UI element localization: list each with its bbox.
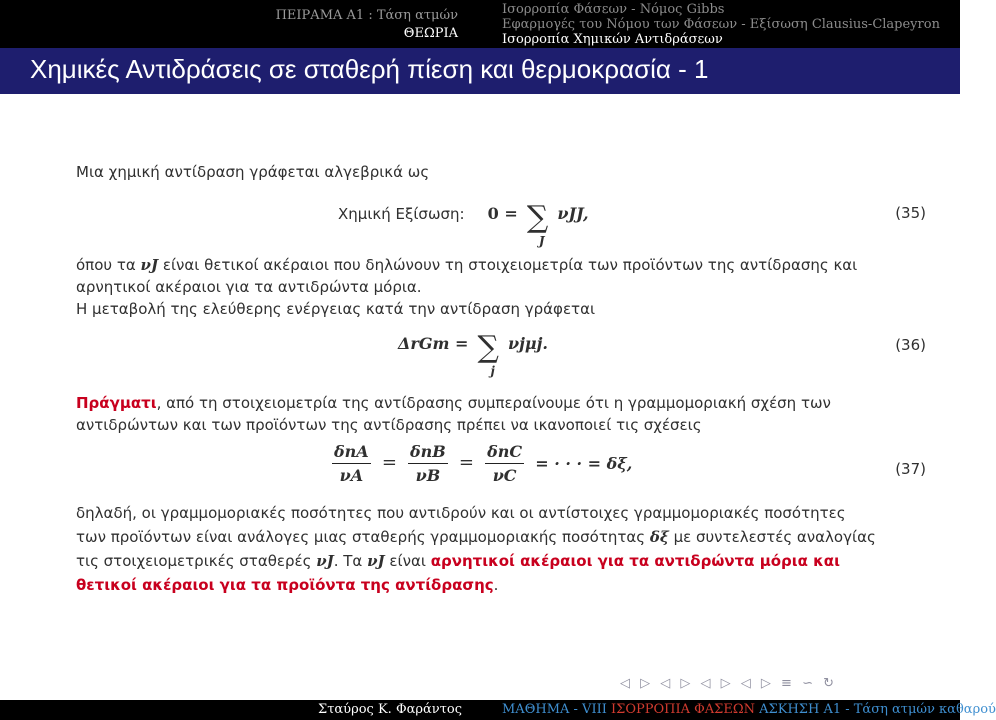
highlight-text: θετικοί ακέραιοι για τα προϊόντα της αντίδρασης — [76, 576, 494, 594]
eq37-number: (37) — [895, 460, 926, 478]
eq37-tail: = · · · = δξ, — [535, 454, 633, 473]
description-line-7: των προϊόντων είναι ανάλογες μιας σταθερής γραμμομοριακής ποσότητας δξ με συντελεστές αναλογίας — [76, 528, 876, 546]
footer-author: Σταύρος Κ. Φαράντος — [318, 702, 462, 717]
eq36-number: (36) — [895, 336, 926, 354]
footer-bar — [0, 700, 996, 720]
highlight-text: αρνητικοί ακέραιοι για τα αντιδρώντα μόρια και — [430, 552, 840, 570]
slide-title-bar — [0, 48, 960, 94]
description-line-2: αρνητικοί ακέραιοι για τα αντιδρώντα μόρια. — [76, 278, 422, 296]
eq35-number: (35) — [895, 204, 926, 222]
fraction-b: $\frac{\text{δnB}}{\nu B}$ — [410, 442, 446, 485]
header-topic-link-2[interactable]: Εφαρμογές του Νόμου των Φάσεων - Εξίσωση Clausius-Clapeyron — [502, 17, 940, 32]
description-line-1: όπου τα νJ είναι θετικοί ακέραιοι που δηλώνουν τη στοιχειομετρία των προϊόντων της αντίδρασης και — [76, 256, 858, 274]
description-line-3: Η μεταβολή της ελεύθερης ενέργειας κατά την αντίδραση γράφεται — [76, 300, 596, 318]
eq35-label: Χημική Εξίσωση: — [338, 205, 465, 223]
header-topic-link-3[interactable]: Ισορροπία Χημικών Αντιδράσεων — [502, 32, 723, 47]
fraction-c: $\frac{\text{δnC}}{\nu C}$ — [487, 442, 523, 485]
sum-symbol: ∑ J — [526, 200, 549, 248]
header-subsection-link[interactable]: ΘΕΩΡΙΑ — [403, 26, 458, 41]
intro-text: Μια χημική αντίδραση γράφεται αλγεβρικά ως — [76, 163, 430, 181]
eq36-sum-index: j — [490, 364, 495, 378]
footer-course: ΜΑΘΗΜΑ - VIII — [502, 702, 607, 717]
header-left — [0, 0, 498, 48]
fraction-a: $\frac{\text{δnA}}{\nu A}$ — [334, 442, 369, 485]
header-section-link[interactable]: ΠΕΙΡΑΜΑ Α1 : Τάση ατμών — [275, 8, 458, 23]
header-bar — [0, 0, 960, 48]
header-topic-link-1[interactable]: Ισορροπία Φάσεων - Νόμος Gibbs — [502, 2, 725, 17]
eq35-lhs: 0 = — [487, 204, 518, 223]
nu-symbol: νJ — [140, 256, 159, 274]
beamer-navigation-icons[interactable]: ◁ ▷ ◁ ▷ ◁ ▷ ◁ ▷ ≡ ∽ ↻ — [620, 676, 837, 691]
footer-left — [0, 700, 500, 720]
description-line-6: δηλαδή, οι γραμμομοριακές ποσότητες που αντιδρούν και οι αντίστοιχες γραμμομοριακές ποσότητες — [76, 504, 846, 522]
eq35-sum-index: J — [538, 234, 545, 248]
description-line-4: Πράγματι, από τη στοιχειομετρία της αντίδρασης συμπεραίνουμε ότι η γραμμομοριακή σχέση των — [76, 394, 831, 412]
eq35-term: νJJ, — [557, 204, 589, 223]
delta-xi-symbol: δξ — [649, 528, 669, 546]
equation-36 — [398, 330, 548, 378]
equation-37: $\frac{\text{δnA}}{\nu A}$ = $\frac{\text{δnB}}{\nu B}$ = $\frac{\text{δnC}}{\nu C}$ = · · · = δξ, — [334, 442, 633, 485]
footer-topic: ΙΣΟΡΡΟΠΙΑ ΦΑΣΕΩΝ — [611, 702, 756, 717]
highlight-text: Πράγματι — [76, 394, 157, 412]
eq36-lhs: ΔrGm = — [398, 334, 469, 353]
equation-35 — [338, 200, 589, 248]
footer-right — [502, 700, 996, 720]
description-line-8: τις στοιχειομετρικές σταθερές νJ. Τα νJ είναι αρνητικοί ακέραιοι για τα αντιδρώντα μόρια και — [76, 552, 840, 570]
slide-title: Χημικές Αντιδράσεις σε σταθερή πίεση και θερμοκρασία - 1 — [30, 54, 709, 84]
description-line-5: αντιδρώντων και των προϊόντων της αντίδρασης πρέπει να ικανοποιεί τις σχέσεις — [76, 416, 702, 434]
eq36-term: νjμj. — [508, 334, 548, 353]
sum-symbol: ∑ j — [477, 330, 499, 378]
header-right — [502, 0, 960, 50]
footer-exercise: ΑΣΚΗΣΗ Α1 - Τάση ατμών καθαρού — [759, 702, 996, 717]
description-line-9: θετικοί ακέραιοι για τα προϊόντα της αντίδρασης. — [76, 576, 499, 594]
